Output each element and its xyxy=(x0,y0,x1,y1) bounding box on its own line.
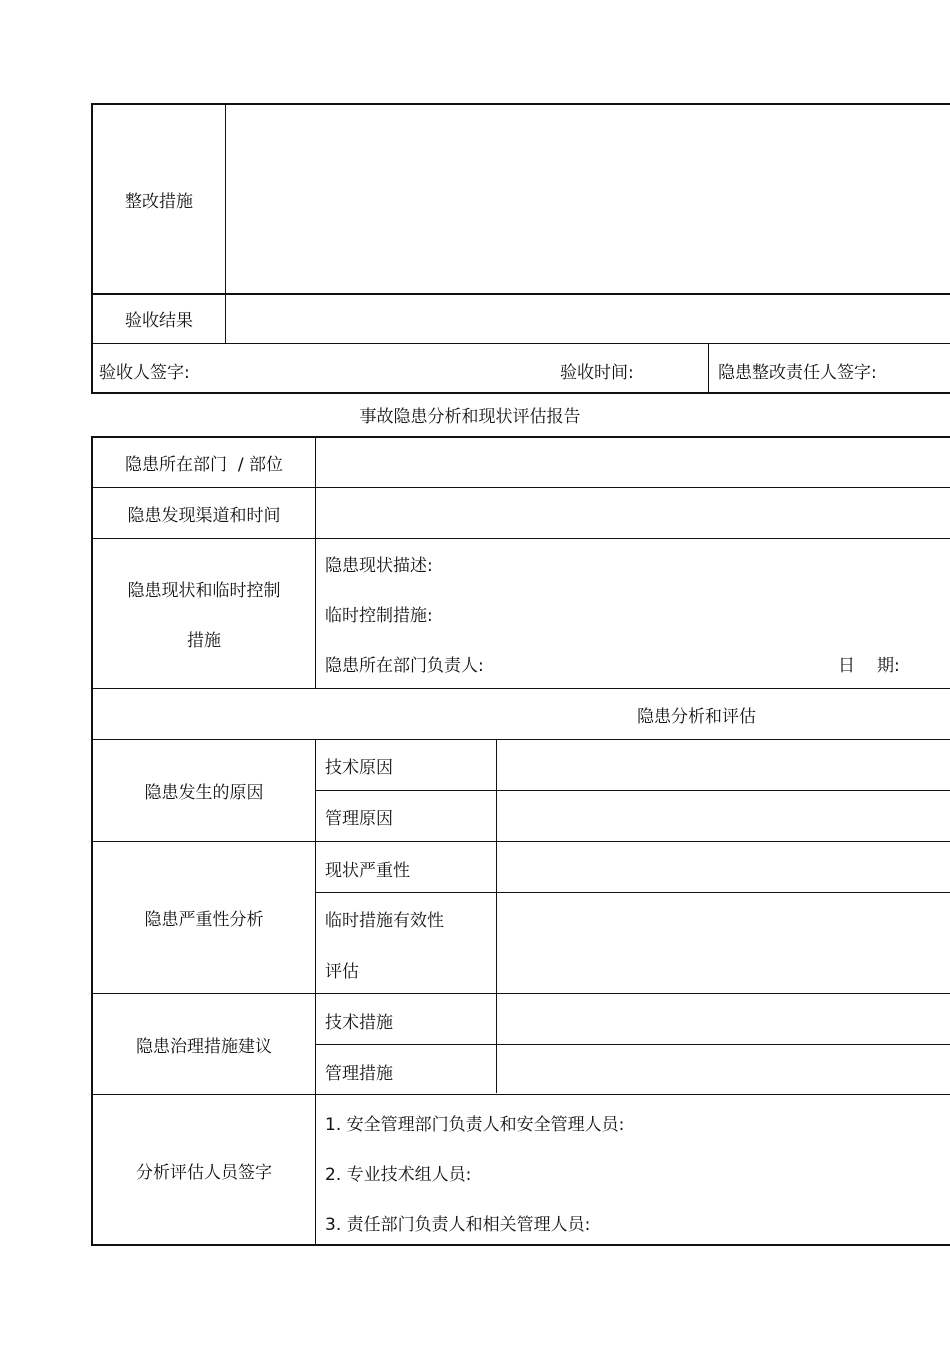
discovery-channel-field[interactable] xyxy=(316,488,950,538)
rectification-measures-label-cell xyxy=(93,105,225,293)
management-measures-label: 管理措施 xyxy=(325,1064,393,1084)
signature-row xyxy=(93,344,950,394)
technical-measures-field[interactable] xyxy=(497,994,950,1044)
signature-line-1: 1. 安全管理部门负责人和安全管理人员: xyxy=(325,1115,625,1135)
measure-effectiveness-field[interactable] xyxy=(497,893,950,993)
acceptor-signature-label: 验收人签字: xyxy=(99,363,190,383)
management-cause-label: 管理原因 xyxy=(325,809,393,829)
department-location-label-cell xyxy=(93,438,315,487)
department-location-field[interactable] xyxy=(316,438,950,487)
discovery-channel-label-cell xyxy=(93,488,315,538)
management-cause-field[interactable] xyxy=(497,791,950,841)
remediation-label-cell xyxy=(93,994,315,1094)
status-description-label: 隐患现状描述: xyxy=(325,556,433,576)
technical-cause-label: 技术原因 xyxy=(325,758,393,778)
date-label-part2: 期: xyxy=(877,656,900,676)
column-divider xyxy=(315,739,316,1246)
causes-label: 隐患发生的原因 xyxy=(144,783,264,803)
discovery-channel-label: 隐患发现渠道和时间 xyxy=(127,505,281,526)
rectification-measures-row xyxy=(93,105,950,295)
technical-cause-field[interactable] xyxy=(497,740,950,790)
current-severity-label: 现状严重性 xyxy=(325,861,410,881)
measure-effectiveness-label-line2: 评估 xyxy=(325,962,359,982)
measure-effectiveness-label-line1: 临时措施有效性 xyxy=(325,911,444,931)
signature-line-2: 2. 专业技术组人员: xyxy=(325,1165,472,1185)
signature-line-3: 3. 责任部门负责人和相关管理人员: xyxy=(325,1215,591,1235)
department-location-label: 隐患所在部门 / 部位 xyxy=(125,455,283,475)
department-head-label: 隐患所在部门负责人: xyxy=(325,656,484,676)
signatures-label: 分析评估人员签字 xyxy=(136,1163,272,1183)
acceptance-result-label: 验收结果 xyxy=(125,310,193,331)
rectification-measures-field[interactable] xyxy=(226,105,950,293)
report-table xyxy=(91,436,950,1246)
column-divider xyxy=(708,344,709,394)
analysis-section-header: 隐患分析和评估 xyxy=(637,707,756,727)
status-control-label-line1: 隐患现状和临时控制 xyxy=(127,581,281,601)
status-control-label-line2: 措施 xyxy=(187,631,221,651)
severity-label-cell xyxy=(93,842,315,993)
signatures-label-cell xyxy=(93,1095,315,1246)
causes-label-cell xyxy=(93,740,315,841)
acceptance-result-field[interactable] xyxy=(226,293,950,343)
severity-label: 隐患严重性分析 xyxy=(144,910,264,930)
acceptance-result-label-cell xyxy=(93,293,225,343)
remediation-label: 隐患治理措施建议 xyxy=(136,1036,272,1057)
acceptance-table xyxy=(91,103,950,394)
rectification-measures-label: 整改措施 xyxy=(125,191,193,212)
report-title: 事故隐患分析和现状评估报告 xyxy=(359,407,581,427)
technical-measures-label: 技术措施 xyxy=(325,1013,393,1033)
acceptance-time-label: 验收时间: xyxy=(560,363,634,383)
responsible-person-signature-label: 隐患整改责任人签字: xyxy=(718,363,877,383)
temporary-measures-label: 临时控制措施: xyxy=(325,606,433,626)
current-severity-field[interactable] xyxy=(497,842,950,892)
management-measures-field[interactable] xyxy=(497,1045,950,1094)
acceptance-result-row xyxy=(93,293,950,344)
status-control-label-cell xyxy=(93,539,315,688)
date-label-part1: 日 xyxy=(838,656,855,676)
row-divider xyxy=(93,688,950,689)
